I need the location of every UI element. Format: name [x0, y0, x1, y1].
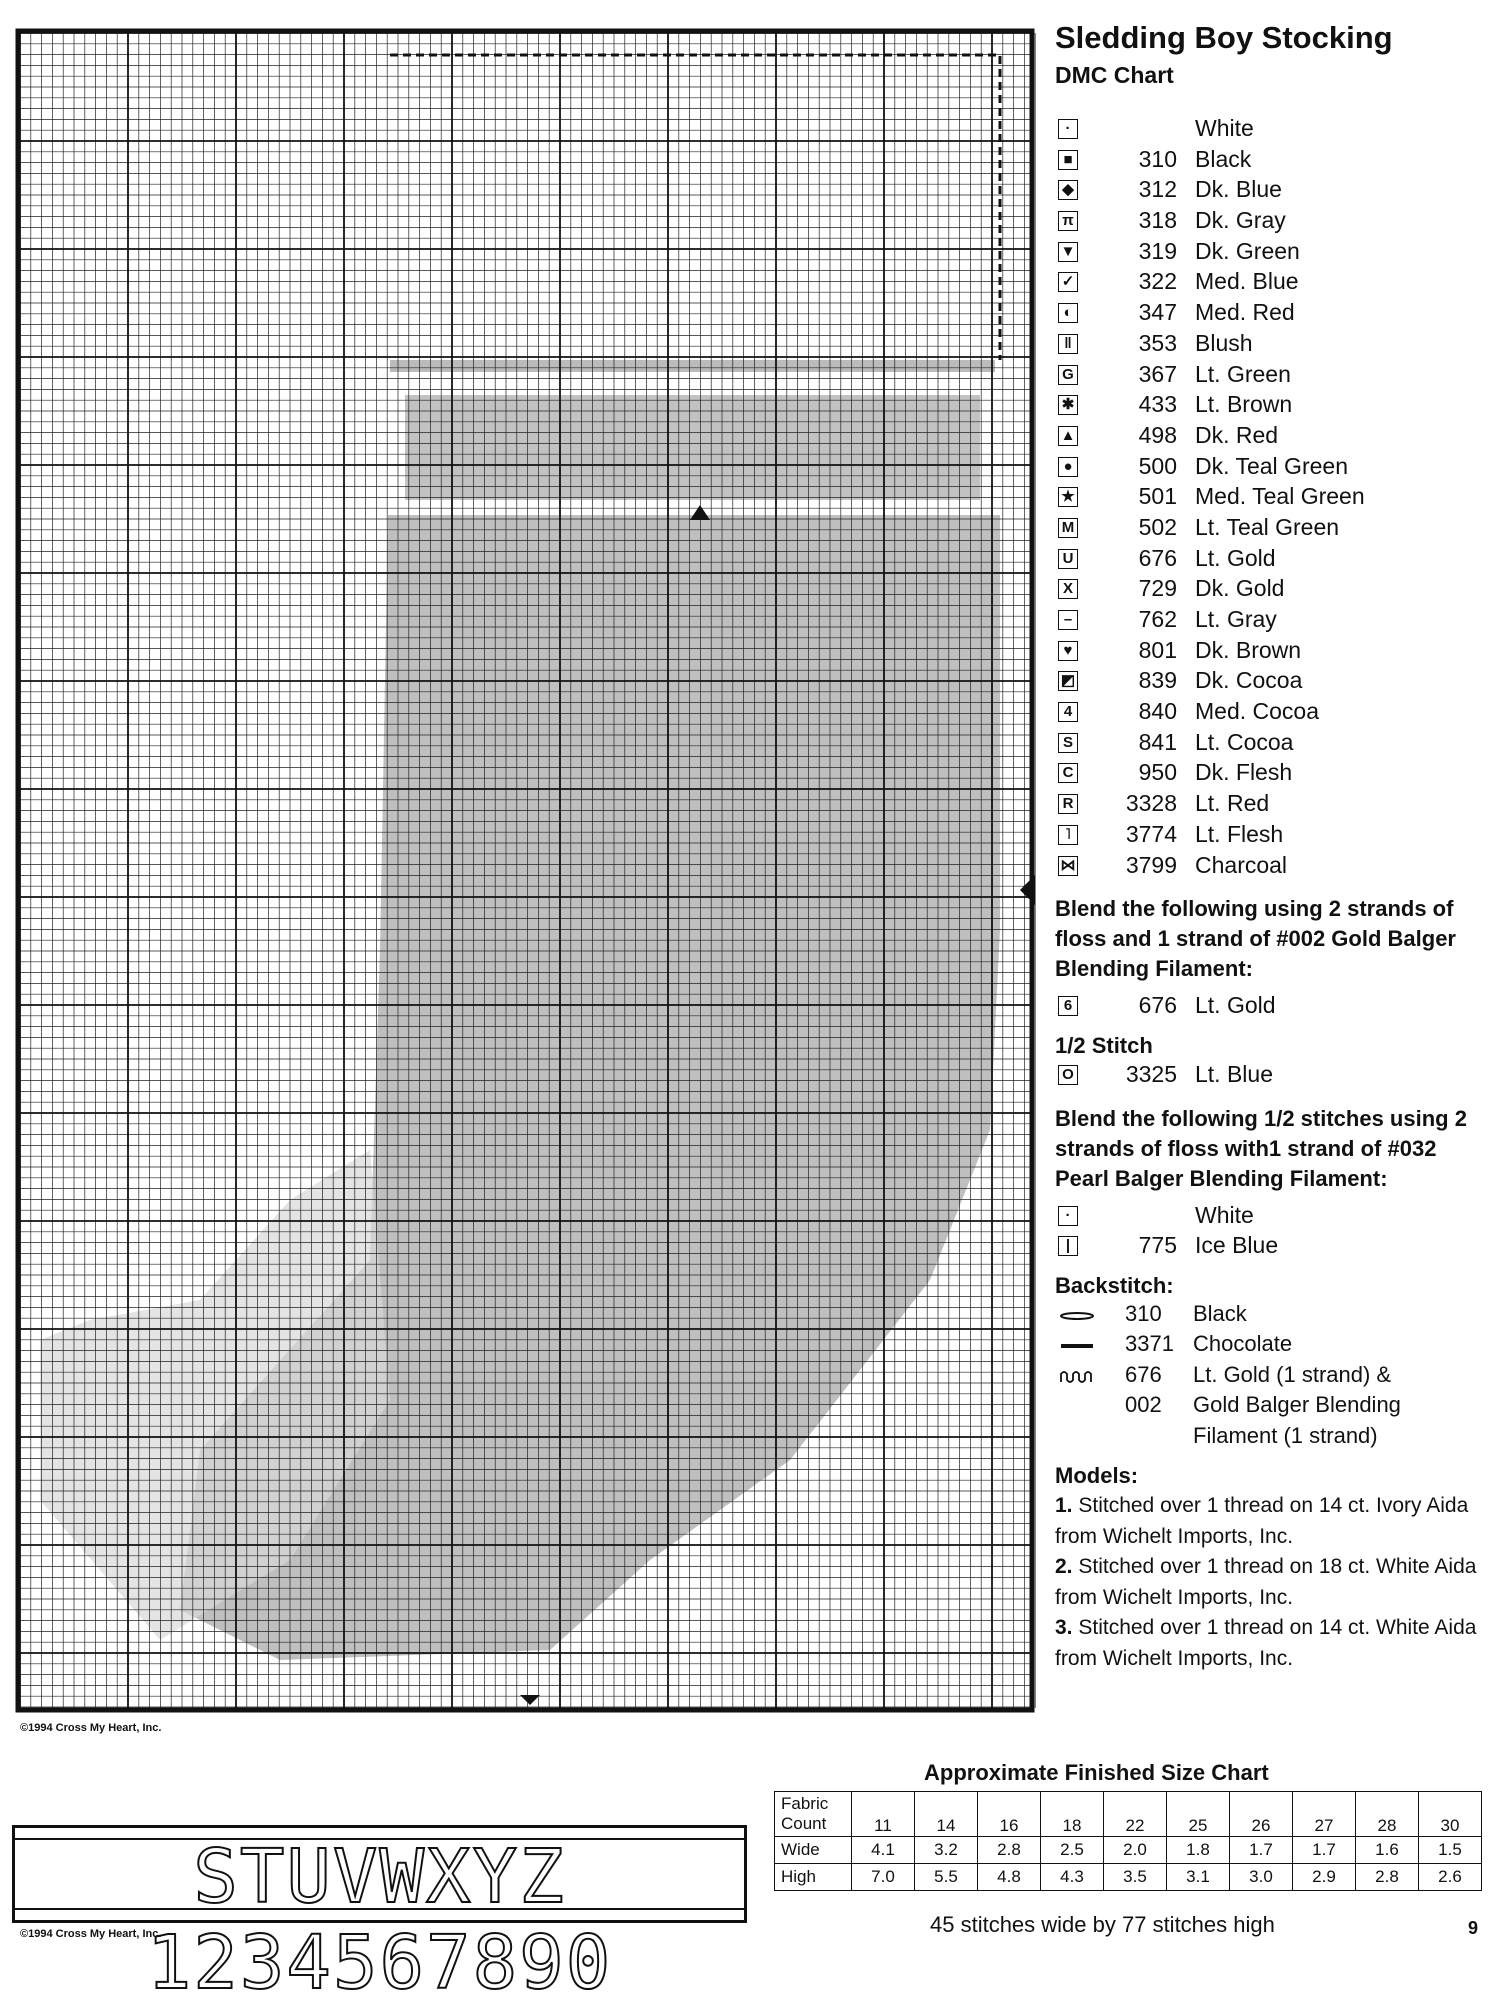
chart-copyright: ©1994 Cross My Heart, Inc.: [20, 1722, 162, 1734]
floss-name: Med. Red: [1195, 299, 1295, 326]
solid-circle-symbol-icon: ●: [1058, 457, 1078, 477]
floss-name: Charcoal: [1195, 851, 1288, 878]
floss-name: Dk. Red: [1195, 421, 1279, 448]
size-cell: 2.6: [1419, 1864, 1482, 1891]
floss-number: 498: [1138, 421, 1177, 448]
size-cell: 2.8: [978, 1837, 1041, 1864]
floss-number: 310: [1138, 145, 1177, 172]
floss-number: 318: [1138, 207, 1177, 234]
o-symbol-icon: O: [1058, 1065, 1078, 1085]
corner-symbol-icon: ˥: [1058, 825, 1078, 845]
floss-number: 729: [1138, 575, 1177, 602]
floss-name: Lt. Cocoa: [1195, 728, 1294, 755]
size-cell: 28: [1356, 1792, 1419, 1837]
half-stitch-title: 1/2 Stitch: [1055, 1032, 1153, 1058]
page-title: Sledding Boy Stocking: [1055, 20, 1393, 55]
floss-name: Lt. Red: [1195, 790, 1270, 817]
floss-number: 762: [1138, 606, 1177, 632]
legend-row: [1055, 207, 1495, 238]
floss-name: Lt. Green: [1195, 360, 1291, 387]
size-cell: 4.8: [978, 1864, 1041, 1891]
floss-number: 367: [1138, 360, 1177, 387]
bar-symbol-icon: |: [1058, 1236, 1078, 1256]
floss-name: Lt. Brown: [1195, 391, 1293, 418]
diamond-symbol-icon: ◆: [1058, 180, 1078, 200]
star-symbol-icon: ★: [1058, 487, 1078, 507]
floss-name: Lt. Teal Green: [1195, 513, 1340, 540]
legend-row: [1055, 238, 1495, 269]
model-item: 3. Stitched over 1 thread on 14 ct. White Aida from Wichelt Imports, Inc.: [1055, 1616, 1477, 1670]
floss-number: 3799: [1125, 851, 1177, 878]
model-item: 2. Stitched over 1 thread on 18 ct. White Aida from Wichelt Imports, Inc.: [1055, 1555, 1477, 1609]
bowtie-symbol-icon: ⋈: [1058, 856, 1078, 876]
floss-name: Med. Teal Green: [1195, 483, 1365, 510]
floss-name: Dk. Green: [1195, 237, 1300, 264]
legend-row: [1055, 146, 1495, 177]
floss-number: 433: [1138, 391, 1177, 418]
top-outline: [390, 55, 1000, 360]
blend-gold-row: 6 676 Lt. Gold: [1055, 992, 1495, 1023]
size-cell: 14: [915, 1792, 978, 1837]
size-cell: 18: [1041, 1792, 1104, 1837]
legend-row: [1055, 852, 1495, 883]
floss-number: 839: [1138, 667, 1177, 694]
size-cell: 4.3: [1041, 1864, 1104, 1891]
check-symbol-icon: ✓: [1058, 272, 1078, 292]
floss-number: 841: [1138, 728, 1177, 755]
floss-number: 319: [1138, 237, 1177, 264]
size-chart-table: [774, 1791, 1482, 1891]
size-cell: 1.5: [1419, 1837, 1482, 1864]
size-cell: 5.5: [915, 1864, 978, 1891]
models-title: Models:: [1055, 1463, 1139, 1489]
legend-row: [1055, 759, 1495, 790]
floss-number: 501: [1138, 483, 1177, 510]
thin-line-icon: [1059, 1309, 1095, 1323]
size-cell: 2.5: [1041, 1837, 1104, 1864]
legend-row: [1055, 361, 1495, 392]
floss-name: Dk. Brown: [1195, 636, 1302, 663]
half-square-symbol-icon: ◩: [1058, 671, 1078, 691]
page-number: 9: [1468, 1918, 1479, 1938]
thick-line-icon: [1059, 1339, 1095, 1353]
m-symbol-icon: M: [1058, 518, 1078, 538]
floss-name: Dk. Flesh: [1195, 759, 1293, 786]
floss-number: 676: [1138, 544, 1177, 571]
blend-pearl-note: Blend the following 1/2 stitches using 2 strands of floss with1 strand of #032 Pearl Balger Blending Filament:: [1055, 1105, 1467, 1191]
backstitch-row: 310 Black: [1055, 1301, 1495, 1332]
legend-row: [1055, 483, 1495, 514]
blend-gold-note: Blend the following using 2 strands of floss and 1 strand of #002 Gold Balger Blending Filament:: [1055, 896, 1456, 982]
legend-row: [1055, 391, 1495, 422]
wave-line-icon: [1059, 1370, 1095, 1384]
legend-row: [1055, 453, 1495, 484]
legend-row: [1055, 637, 1495, 668]
legend-row: [1055, 575, 1495, 606]
floss-name: Blush: [1195, 329, 1253, 356]
size-cell: 1.6: [1356, 1837, 1419, 1864]
size-cell: 25: [1167, 1792, 1230, 1837]
legend-row: [1055, 667, 1495, 698]
floss-name: White: [1195, 115, 1254, 141]
backstitch-row: 002 Gold Balger Blending: [1125, 1392, 1401, 1418]
floss-name: Dk. Blue: [1195, 176, 1282, 203]
half-circle-symbol-icon: ◐: [1058, 303, 1078, 323]
floss-number: 502: [1138, 513, 1177, 540]
legend-row: [1055, 606, 1495, 637]
model-item: 1. Stitched over 1 thread on 14 ct. Ivory Aida from Wichelt Imports, Inc.: [1055, 1494, 1469, 1548]
chart-subtitle: DMC Chart: [1055, 62, 1174, 88]
size-cell: 2.0: [1104, 1837, 1167, 1864]
size-cell: 3.1: [1167, 1864, 1230, 1891]
heart-symbol-icon: ♥: [1058, 641, 1078, 661]
legend-row: [1055, 115, 1495, 146]
floss-number: 3774: [1125, 820, 1177, 847]
legend-row: [1055, 698, 1495, 729]
backstitch-row: 3371 Chocolate: [1055, 1331, 1495, 1362]
wide-row: Wide 4.1 3.2 2.8 2.5 2.0 1.8 1.7 1.7 1.6 1.5: [775, 1837, 1482, 1864]
down-triangle-symbol-icon: ▼: [1058, 242, 1078, 262]
floss-name: Dk. Gray: [1195, 207, 1286, 234]
floss-number: 3328: [1125, 790, 1177, 817]
c-symbol-icon: C: [1058, 763, 1078, 783]
floss-name: Lt. Gold: [1195, 544, 1276, 571]
x-symbol-icon: X: [1058, 579, 1078, 599]
floss-name: Dk. Cocoa: [1195, 667, 1303, 694]
size-cell: 3.2: [915, 1837, 978, 1864]
floss-number: 322: [1138, 268, 1177, 295]
floss-number: 347: [1138, 299, 1177, 326]
center-marker-top: [690, 505, 710, 520]
size-cell: 26: [1230, 1792, 1293, 1837]
u-symbol-icon: U: [1058, 549, 1078, 569]
fabric-count-row: Fabric Count 11 14 16 18 22 25 26 27 28 30: [775, 1792, 1482, 1837]
solid-square-symbol-icon: ■: [1058, 150, 1078, 170]
backstitch-row: 676 Lt. Gold (1 strand) &: [1055, 1362, 1495, 1393]
legend-row: [1055, 821, 1495, 852]
high-row: High 7.0 5.5 4.8 4.3 3.5 3.1 3.0 2.9 2.8 2.6: [775, 1864, 1482, 1891]
g-symbol-icon: G: [1058, 365, 1078, 385]
size-cell: 22: [1104, 1792, 1167, 1837]
pi-symbol-icon: π: [1058, 211, 1078, 231]
legend-row: [1055, 268, 1495, 299]
size-cell: 16: [978, 1792, 1041, 1837]
floss-legend: [1055, 115, 1495, 882]
center-marker-bottom: [520, 1695, 540, 1705]
size-cell: 7.0: [852, 1864, 915, 1891]
blend-pearl-row: · White: [1055, 1202, 1495, 1233]
four-symbol-icon: 4: [1058, 702, 1078, 722]
floss-name: Med. Cocoa: [1195, 698, 1320, 725]
floss-number: 500: [1138, 452, 1177, 479]
size-cell: 27: [1293, 1792, 1356, 1837]
floss-name: Dk. Gold: [1195, 575, 1285, 602]
floss-name: Lt. Flesh: [1195, 820, 1284, 847]
size-cell: 1.7: [1230, 1837, 1293, 1864]
alphabet-letters: STUVWXYZ 1234567890: [146, 1834, 613, 2006]
legend-row: [1055, 299, 1495, 330]
floss-number: 950: [1138, 759, 1177, 786]
asterisk-symbol-icon: ✱: [1058, 395, 1078, 415]
models-list: [1055, 1491, 1495, 1674]
legend-row: [1055, 545, 1495, 576]
size-chart-title: Approximate Finished Size Chart: [924, 1760, 1269, 1785]
floss-number: 801: [1138, 636, 1177, 663]
half-stitch-row: O 3325 Lt. Blue: [1055, 1061, 1495, 1092]
blend-pearl-row: | 775 Ice Blue: [1055, 1232, 1495, 1263]
floss-name: Med. Blue: [1195, 268, 1299, 295]
backstitch-row: Filament (1 strand): [1193, 1422, 1378, 1448]
size-cell: 1.7: [1293, 1837, 1356, 1864]
legend-row: [1055, 729, 1495, 760]
legend-row: [1055, 422, 1495, 453]
floss-name: Lt. Gray: [1195, 606, 1277, 632]
double-bar-symbol-icon: ‖: [1058, 334, 1078, 354]
up-triangle-symbol-icon: ▲: [1058, 426, 1078, 446]
floss-number: 840: [1138, 698, 1177, 725]
gold-blend-row: [390, 360, 995, 372]
size-cell: 2.8: [1356, 1864, 1419, 1891]
floss-number: 312: [1138, 176, 1177, 203]
floss-name: Black: [1195, 145, 1252, 172]
size-cell: 1.8: [1167, 1837, 1230, 1864]
size-cell: 11: [852, 1792, 915, 1837]
size-cell: 30: [1419, 1792, 1482, 1837]
legend-row: [1055, 790, 1495, 821]
floss-name: Dk. Teal Green: [1195, 452, 1348, 479]
size-cell: 2.9: [1293, 1864, 1356, 1891]
six-symbol-icon: 6: [1058, 996, 1078, 1016]
size-cell: 4.1: [852, 1837, 915, 1864]
stitch-count: 45 stitches wide by 77 stitches high: [930, 1912, 1275, 1937]
legend-row: [1055, 330, 1495, 361]
dash-symbol-icon: –: [1058, 610, 1078, 630]
dot-symbol-icon: ·: [1058, 119, 1078, 139]
legend-panel: [1055, 20, 1495, 1674]
backstitch-title: Backstitch:: [1055, 1272, 1174, 1298]
legend-row: [1055, 514, 1495, 545]
alphabet-copyright: ©1994 Cross My Heart, Inc.: [20, 1928, 162, 1940]
floss-number: 353: [1138, 329, 1177, 356]
size-cell: 3.5: [1104, 1864, 1167, 1891]
size-cell: 3.0: [1230, 1864, 1293, 1891]
center-marker-side: [1020, 875, 1035, 905]
r-symbol-icon: R: [1058, 794, 1078, 814]
dot-square-symbol-icon: ·: [1058, 1206, 1078, 1226]
s-symbol-icon: S: [1058, 733, 1078, 753]
legend-row: [1055, 176, 1495, 207]
